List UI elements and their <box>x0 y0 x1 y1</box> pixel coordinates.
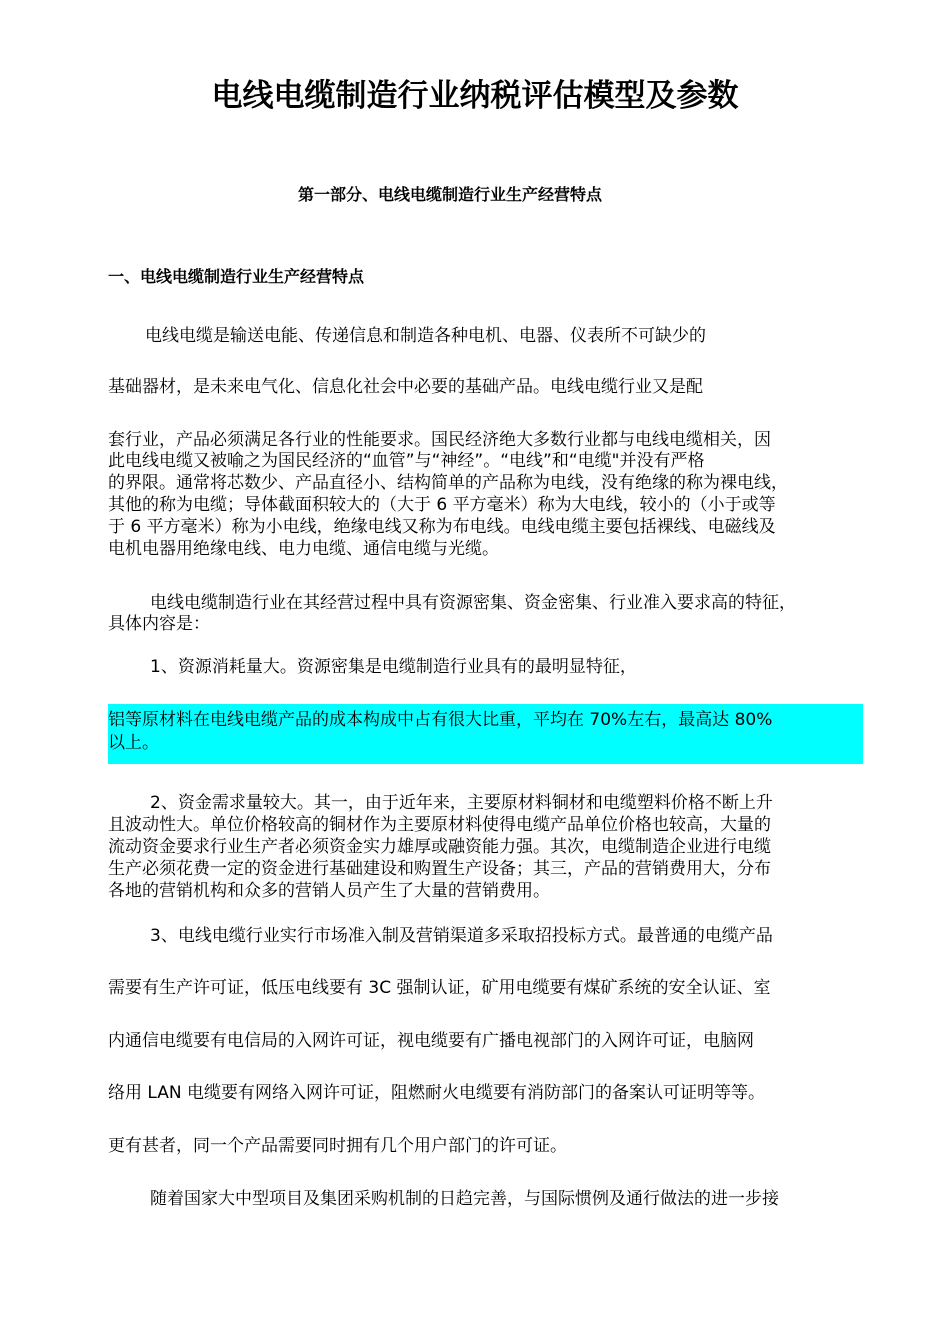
text-line: 以上。 <box>108 733 159 753</box>
text-line: 生产必须花费一定的资金进行基础建设和购置生产设备；其三，产品的营销费用大，分布 <box>108 859 771 879</box>
text-line: 其他的称为电缆；导体截面积较大的（大于 6 平方毫米）称为大电线，较小的（小于或等 <box>108 495 776 515</box>
text-line: 1、资源消耗量大。资源密集是电缆制造行业具有的最明显特征， <box>150 657 637 677</box>
section-heading: 一、电线电缆制造行业生产经营特点 <box>108 267 365 286</box>
text-line: 铝等原材料在电线电缆产品的成本构成中占有很大比重，平均在 70%左右，最高达 80% <box>108 710 773 730</box>
text-line: 2、资金需求量较大。其一，由于近年来，主要原材料铜材和电缆塑料价格不断上升 <box>150 793 773 813</box>
text-line: 需要有生产许可证，低压电线要有 3C 强制认证，矿用电缆要有煤矿系统的安全认证、室 <box>108 978 771 998</box>
text-line: 电机电器用绝缘电线、电力电缆、通信电缆与光缆。 <box>108 539 499 559</box>
page-title: 电线电缆制造行业纳税评估模型及参数 <box>211 78 739 114</box>
text-line: 且波动性大。单位价格较高的铜材作为主要原材料使得电缆产品单位价格也较高，大量的 <box>108 815 771 835</box>
text-line: 流动资金要求行业生产者必须资金实力雄厚或融资能力强。其次，电缆制造企业进行电缆 <box>108 837 771 857</box>
text-line: 具体内容是： <box>108 614 210 634</box>
text-line: 于 6 平方毫米）称为小电线，绝缘电线又称为布电线。电线电缆主要包括裸线、电磁线及 <box>108 517 776 537</box>
text-line: 更有甚者，同一个产品需要同时拥有几个用户部门的许可证。 <box>108 1136 567 1156</box>
text-line: 各地的营销机构和众多的营销人员产生了大量的营销费用。 <box>108 881 550 901</box>
text-line: 套行业，产品必须满足各行业的性能要求。国民经济绝大多数行业都与电线电缆相关，因 <box>108 430 771 450</box>
text-line: 络用 LAN 电缆要有网络入网许可证，阻燃耐火电缆要有消防部门的备案认可证明等等。 <box>108 1083 766 1103</box>
text-line: 电线电缆是输送电能、传递信息和制造各种电机、电器、仪表所不可缺少的 <box>145 326 706 346</box>
text-line: 随着国家大中型项目及集团采购机制的日趋完善，与国际惯例及通行做法的进一步接 <box>150 1189 779 1209</box>
part-heading: 第一部分、电线电缆制造行业生产经营特点 <box>297 185 602 204</box>
text-line: 基础器材，是未来电气化、信息化社会中必要的基础产品。电线电缆行业又是配 <box>108 377 703 397</box>
text-line: 的界限。通常将芯数少、产品直径小、结构简单的产品称为电线，没有绝缘的称为裸电线， <box>108 473 788 493</box>
text-line: 内通信电缆要有电信局的入网许可证，视电缆要有广播电视部门的入网许可证，电脑网 <box>108 1031 754 1051</box>
text-line: 电线电缆制造行业在其经营过程中具有资源密集、资金密集、行业准入要求高的特征， <box>150 593 796 613</box>
text-line: 此电线电缆又被喻之为国民经济的“血管”与“神经”。“电线”和“电缆"并没有严格 <box>108 451 705 471</box>
text-line: 3、电线电缆行业实行市场准入制及营销渠道多采取招投标方式。最普通的电缆产品 <box>150 926 773 946</box>
